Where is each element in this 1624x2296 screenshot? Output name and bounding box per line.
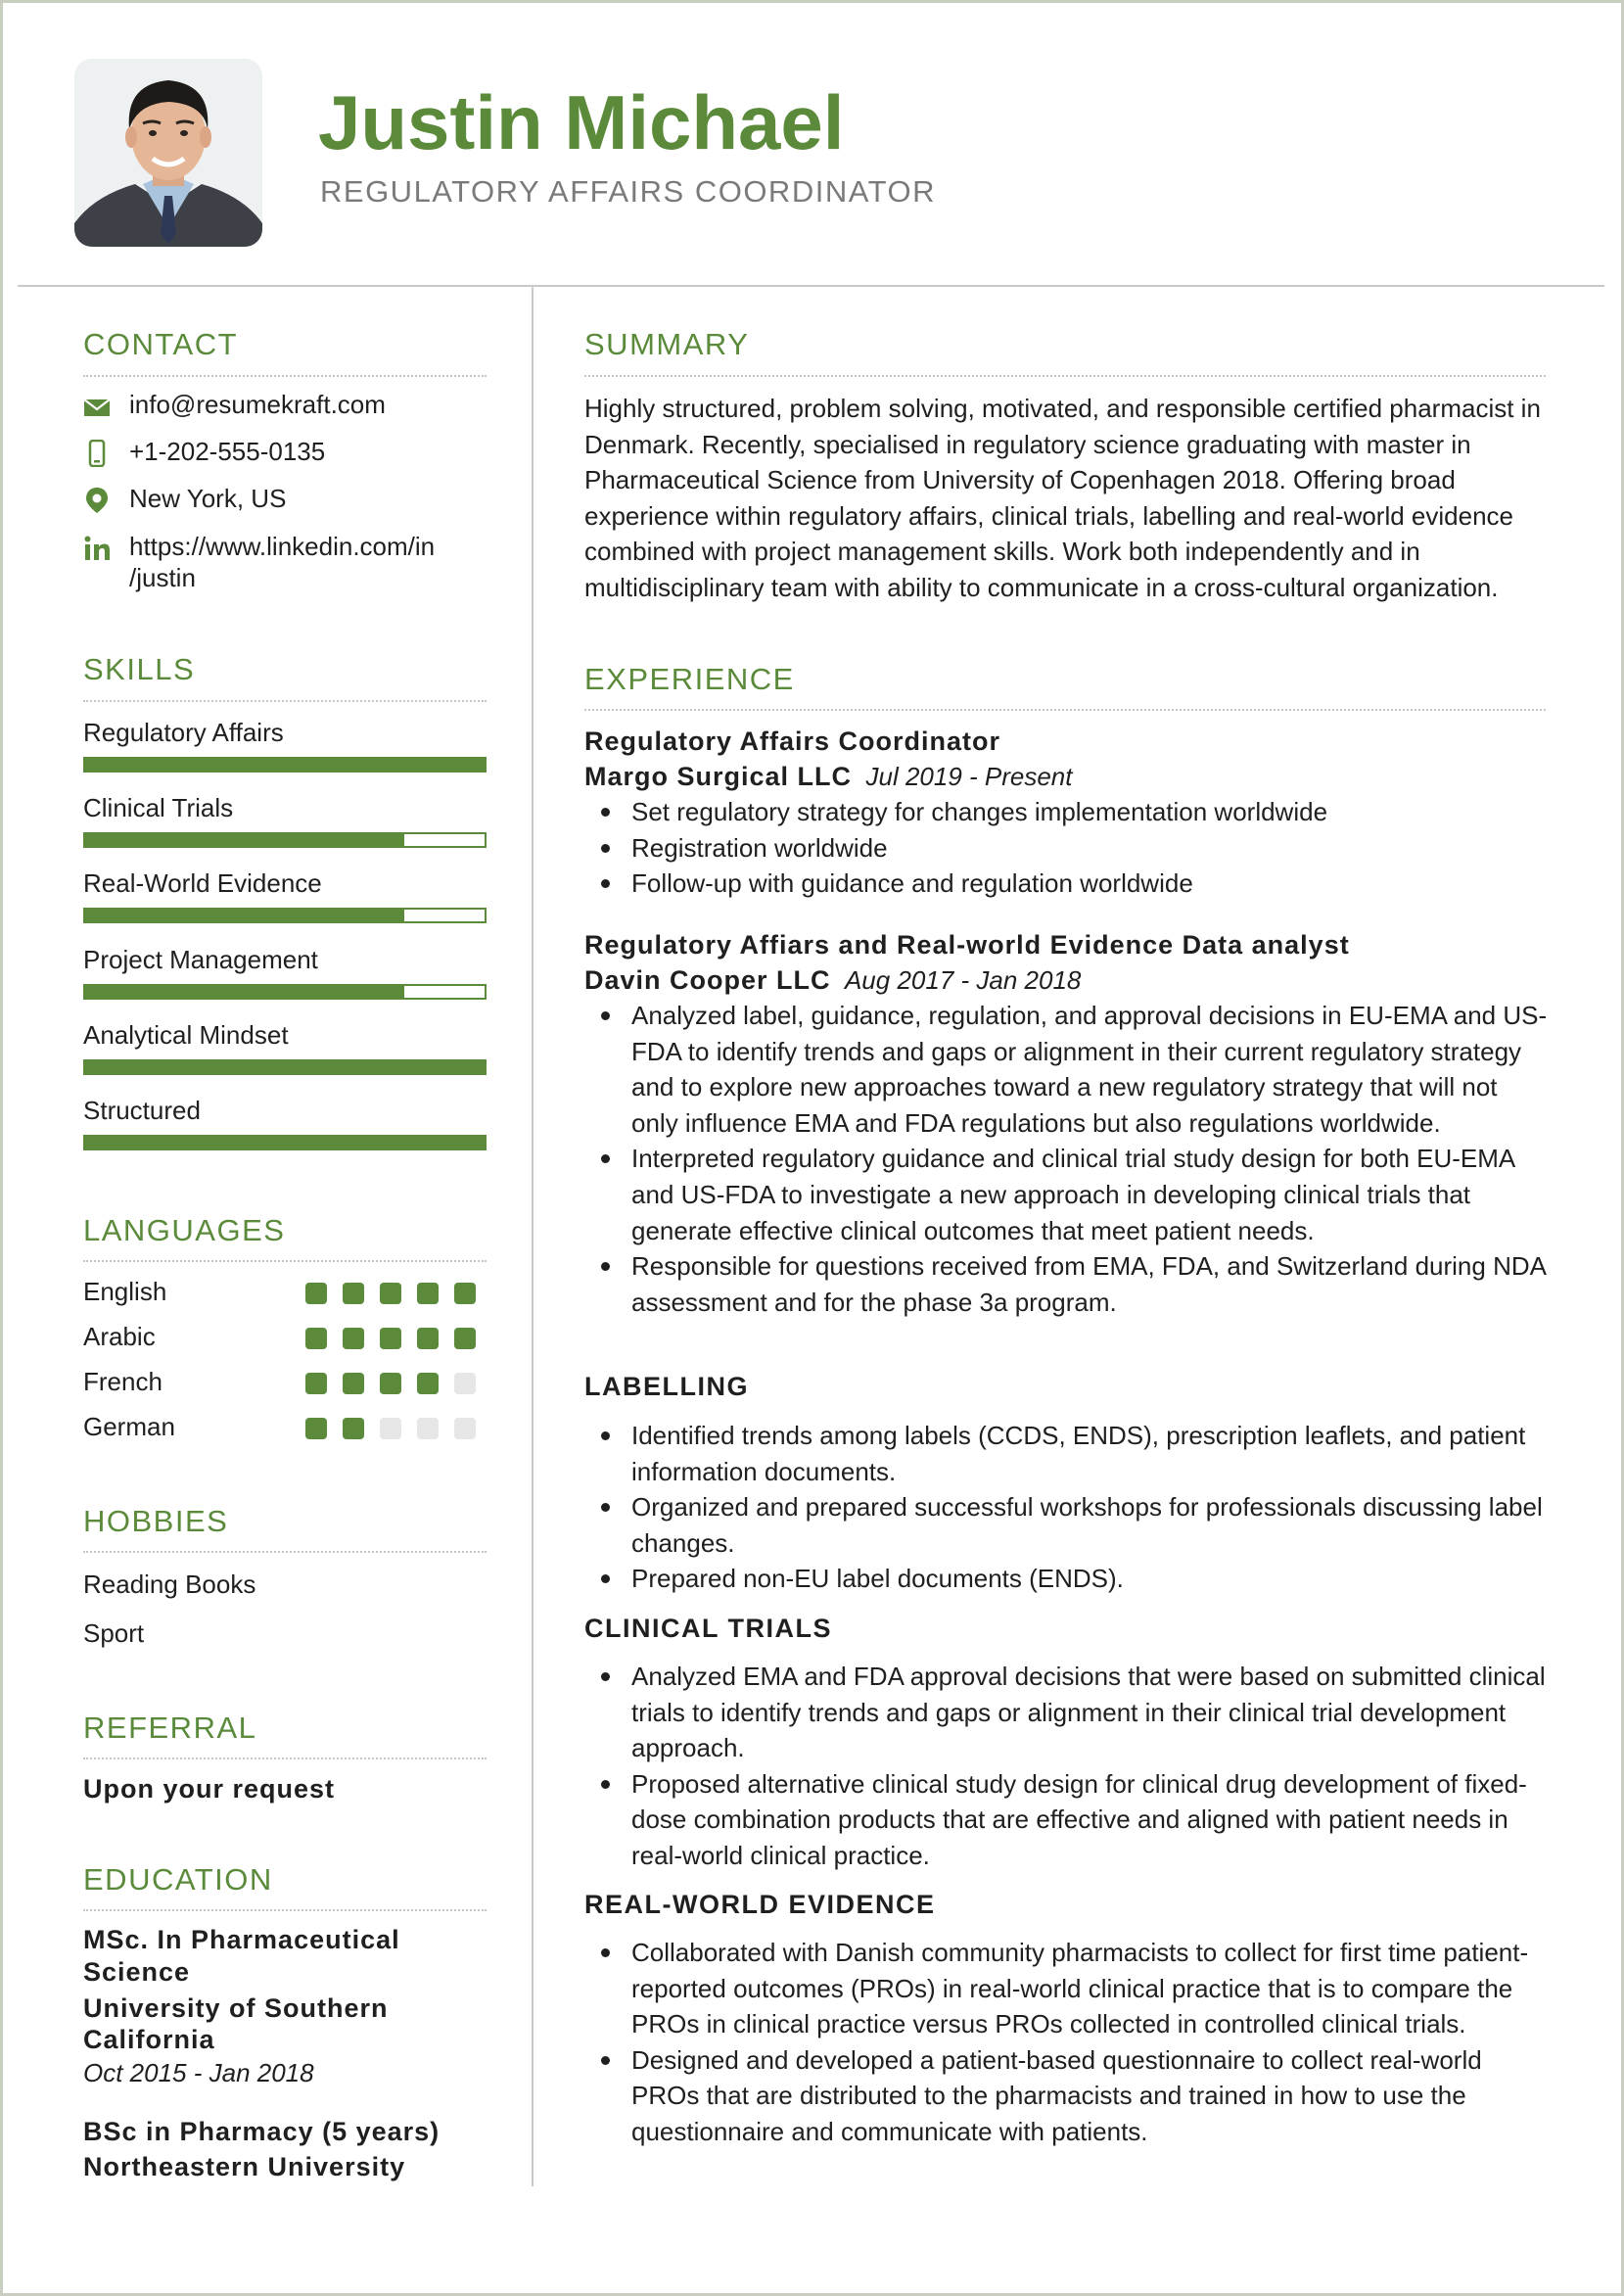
profile-photo	[74, 59, 262, 247]
experience-heading: EXPERIENCE	[584, 662, 795, 696]
subsection-heading: REAL-WORLD EVIDENCE	[584, 1890, 936, 1919]
job-dates: Aug 2017 - Jan 2018	[844, 965, 1082, 995]
location-pin-icon	[83, 487, 111, 514]
skill-level-bar	[83, 1135, 487, 1150]
list-item: Responsible for questions received from EMA, FDA, and Switzerland during NDA assessment and for the phase 3a program.	[584, 1248, 1549, 1320]
language-label: German	[83, 1412, 175, 1441]
skill-label: Structured	[83, 1096, 201, 1125]
skill-level-bar	[83, 984, 487, 1000]
referral-heading: REFERRAL	[83, 1710, 257, 1745]
skills-heading: SKILLS	[83, 652, 196, 686]
list-item: Set regulatory strategy for changes implementation worldwide	[584, 794, 1554, 830]
section-rule	[83, 375, 487, 377]
real-world-evidence-bullets	[584, 1935, 1539, 2150]
contact-location: New York, US	[129, 484, 287, 513]
language-rating-dot	[417, 1373, 439, 1394]
skill-level-bar	[83, 757, 487, 773]
list-item: Analyzed label, guidance, regulation, and approval decisions in EU-EMA and US-FDA to identify trends and gaps or alignment in their current regulatory strategy and to explore new approaches toward a new regulatory strategy that will not only influence EMA and FDA regulations but also regulations worldwide.	[584, 998, 1549, 1141]
hobby-item: Sport	[83, 1618, 145, 1648]
list-item: Designed and developed a patient-based questionnaire to collect real-world PROs that are distributed to the pharmacists and trained in how to use the questionnaire and communicate with patients.	[584, 2042, 1539, 2150]
list-item: Interpreted regulatory guidance and clinical trial study design for both EU-EMA and US-FDA to investigate a new approach in developing clinical trials that generate effective clinical outcomes that meet patient needs.	[584, 1141, 1549, 1248]
education-school: Northeastern University	[83, 2152, 406, 2181]
skill-level-bar	[83, 1059, 487, 1075]
language-rating-dot	[380, 1418, 401, 1439]
column-divider	[532, 287, 534, 2186]
education-degree: BSc in Pharmacy (5 years)	[83, 2117, 441, 2146]
language-rating-dot	[380, 1328, 401, 1349]
language-rating-dot	[343, 1328, 364, 1349]
language-rating-dot	[417, 1418, 439, 1439]
language-rating-dot	[454, 1328, 476, 1349]
contact-email[interactable]: info@resumekraft.com	[129, 390, 386, 419]
job-bullets	[584, 998, 1549, 1320]
list-item: Collaborated with Danish community pharmacists to collect for first time patient-reported outcomes (PROs) in real-world clinical practice that is to compare the PROs in clinical practice versus PROs collected in controlled clinical trials.	[584, 1935, 1539, 2042]
candidate-title: REGULATORY AFFAIRS COORDINATOR	[320, 174, 936, 209]
envelope-icon	[83, 394, 111, 421]
languages-heading: LANGUAGES	[83, 1213, 286, 1247]
job-company: Davin Cooper LLC	[584, 965, 831, 995]
skill-level-fill	[85, 1061, 485, 1073]
language-rating-dot	[305, 1418, 327, 1439]
language-rating-dot	[454, 1283, 476, 1304]
section-rule	[83, 1551, 487, 1553]
section-rule	[83, 1909, 487, 1911]
education-school: University of Southern	[83, 1993, 389, 2023]
resume-header	[0, 0, 1624, 287]
referral-text: Upon your request	[83, 1774, 336, 1804]
skill-level-fill	[85, 834, 404, 846]
subsection-heading: CLINICAL TRIALS	[584, 1614, 832, 1643]
labelling-bullets	[584, 1418, 1549, 1597]
skill-level-bar	[83, 832, 487, 848]
skill-label: Clinical Trials	[83, 793, 234, 822]
contact-linkedin[interactable]: https://www.linkedin.com/in	[129, 532, 436, 561]
skill-level-bar	[83, 908, 487, 923]
language-rating-dot	[305, 1373, 327, 1394]
list-item: Identified trends among labels (CCDS, ENDS), prescription leaflets, and patient information documents.	[584, 1418, 1549, 1489]
language-label: English	[83, 1277, 167, 1306]
contact-heading: CONTACT	[83, 327, 239, 361]
job-dates: Jul 2019 - Present	[865, 762, 1073, 791]
phone-icon	[83, 440, 111, 467]
language-rating-dot	[305, 1283, 327, 1304]
skill-label: Project Management	[83, 945, 318, 974]
education-school-cont: California	[83, 2025, 215, 2054]
job-company: Margo Surgical LLC	[584, 762, 853, 791]
skill-label: Regulatory Affairs	[83, 718, 284, 747]
language-label: Arabic	[83, 1322, 156, 1351]
education-heading: EDUCATION	[83, 1862, 273, 1897]
language-rating-dot	[454, 1418, 476, 1439]
section-rule	[584, 375, 1546, 377]
language-rating-dot	[343, 1418, 364, 1439]
skill-label: Real-World Evidence	[83, 868, 322, 898]
language-rating-dot	[417, 1328, 439, 1349]
job-meta	[584, 965, 1081, 996]
skill-level-fill	[85, 910, 404, 921]
summary-text: Highly structured, problem solving, motivated, and responsible certified pharmacist in Denmark. Recently, specialised in regulatory science graduating with master in Pharmaceutical Science from University of Copenhagen 2018. Offering broad experience within regulatory affairs, clinical trials, labelling and real-world evidence combined with project management skills. Work both independently and in multidisciplinary team with ability to communicate in a cross-cultural organization.	[584, 394, 1541, 602]
header-divider	[18, 285, 1604, 287]
section-rule	[83, 1757, 487, 1759]
job-role: Regulatory Affiars and Real-world Evidence Data analyst	[584, 930, 1350, 960]
language-label: French	[83, 1367, 162, 1396]
list-item: Registration worldwide	[584, 830, 1554, 867]
candidate-name: Justin Michael	[318, 79, 845, 165]
job-role: Regulatory Affairs Coordinator	[584, 726, 1001, 756]
job-bullets	[584, 794, 1554, 902]
skill-level-fill	[85, 759, 485, 771]
hobby-item: Reading Books	[83, 1570, 256, 1599]
subsection-heading: LABELLING	[584, 1372, 749, 1401]
section-rule	[83, 700, 487, 702]
clinical-trials-bullets	[584, 1659, 1549, 1874]
list-item: Analyzed EMA and FDA approval decisions that were based on submitted clinical trials to identify trends and gaps or alignment in their clinical trial development approach.	[584, 1659, 1549, 1766]
skill-level-fill	[85, 986, 404, 998]
language-rating-dot	[343, 1283, 364, 1304]
list-item: Prepared non-EU label documents (ENDS).	[584, 1561, 1549, 1597]
language-rating-dot	[417, 1283, 439, 1304]
job-meta	[584, 762, 1073, 792]
education-degree-cont: Science	[83, 1957, 191, 1987]
skill-level-fill	[85, 1137, 485, 1148]
language-rating-dot	[380, 1283, 401, 1304]
language-rating-dot	[305, 1328, 327, 1349]
skill-label: Analytical Mindset	[83, 1020, 289, 1050]
section-rule	[83, 1260, 487, 1262]
section-rule	[584, 709, 1546, 711]
language-rating-dot	[380, 1373, 401, 1394]
list-item: Proposed alternative clinical study design for clinical drug development of fixed-dose combination products that are effective and aligned with patient needs in real-world clinical practice.	[584, 1766, 1549, 1874]
language-rating-dot	[454, 1373, 476, 1394]
summary-heading: SUMMARY	[584, 327, 750, 361]
linkedin-icon	[83, 535, 111, 562]
hobbies-heading: HOBBIES	[83, 1504, 229, 1538]
contact-linkedin-cont[interactable]: /justin	[129, 563, 196, 592]
education-degree: MSc. In Pharmaceutical	[83, 1925, 400, 1954]
education-dates: Oct 2015 - Jan 2018	[83, 2058, 314, 2087]
list-item: Organized and prepared successful workshops for professionals discussing label changes.	[584, 1489, 1549, 1561]
language-rating-dot	[343, 1373, 364, 1394]
list-item: Follow-up with guidance and regulation worldwide	[584, 866, 1554, 902]
contact-phone[interactable]: +1-202-555-0135	[129, 437, 326, 466]
